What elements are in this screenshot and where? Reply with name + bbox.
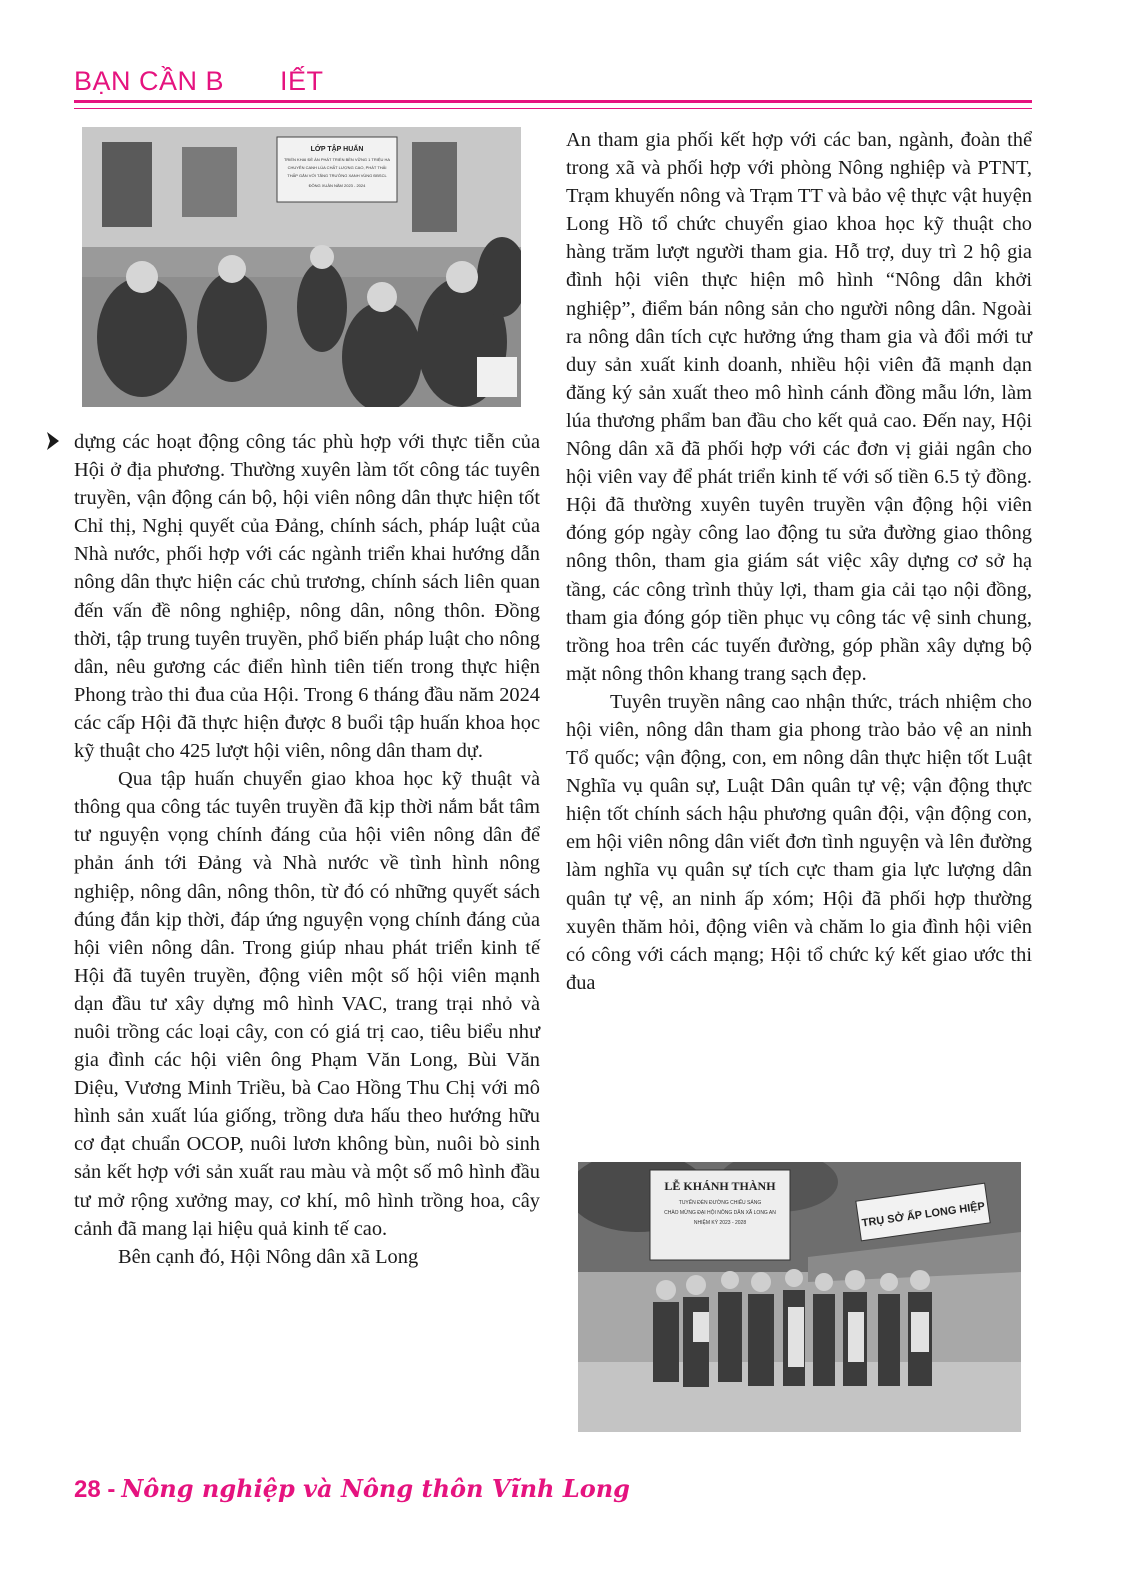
bottom-sign-text: TRỤ SỞ ẤP LONG HIỆP bbox=[861, 1200, 986, 1230]
header-rule-thin bbox=[74, 108, 1032, 109]
top-banner-line-4: ĐÔNG XUÂN NĂM 2023 - 2024 bbox=[308, 183, 366, 188]
section-title: BẠN CẦN B IẾT bbox=[74, 66, 324, 96]
paragraph: Tuyên truyền nâng cao nhận thức, trách nhiệm cho hội viên, nông dân tham gia phong trào bảo vệ an ninh Tổ quốc; vận động, con, em nông dân thực hiện tốt Luật Nghĩa vụ quân sự, Luật Dân quân tự vệ; vận động thực hiện tốt chính sách hậu phương quân đội, vận động con, em hội viên nông dân viết đơn tình nguyện và lên đường làm nghĩa vụ quân sự tích cực tham gia lực lượng dân quân tự vệ, an ninh ấp xóm; Hội đã phối hợp thường xuyên thăm hỏi, động viên và chăm lo gia đình hội viên có công với cách mạng; Hội tổ chức ký kết giao ước thi đua bbox=[566, 690, 1032, 994]
page-number: 28 - bbox=[74, 1476, 116, 1503]
top-banner-line-3: THẤP GẮN VỚI TĂNG TRƯỞNG XANH VÙNG ĐBSCL bbox=[287, 173, 387, 178]
bottom-banner-line-2: NHIỆM KỲ 2023 - 2028 bbox=[693, 1220, 747, 1226]
paragraph: Qua tập huấn chuyển giao khoa học kỹ thuật và thông qua công tác tuyên truyền đã kịp thời nắm bắt tâm tư nguyện vọng chính đáng của hội viên nông dân để phản ánh tới Đảng và Nhà nước về tình hình nông nghiệp, nông dân, nông thôn, từ đó có những quyết sách đúng đắn kịp thời, đáp ứng nguyện vọng chính đáng của hội viên nông dân. Trong giúp nhau phát triển kinh tế Hội đã tuyên truyền, động viên một số hội viên mạnh dạn đầu tư xây dựng mô hình VAC, trang trại nhỏ và nuôi trồng các loại cây, con có giá trị cao, tiêu biểu như gia đình các hội viên ông Phạm Văn Long, Bùi Văn Diệu, Vương Minh Triều, bà Cao Hồng Thu Chị với mô hình sản xuất lúa giống, trồng dưa hấu theo hướng hữu cơ đạt chuẩn OCOP, nuôi lươn không bùn, nuôi bò sinh sản kết hợp với sản xuất rau màu và một số mô hình đầu tư mở rộng xưởng may, cơ khí, mô hình trồng hoa, cây cảnh đã mang lại hiệu quả kinh tế cao. bbox=[74, 768, 540, 1240]
photo-inauguration bbox=[578, 1162, 1021, 1432]
header-rule bbox=[74, 100, 1032, 103]
paragraph-arrow-icon bbox=[44, 430, 62, 452]
bottom-banner-title: LỄ KHÁNH THÀNH bbox=[664, 1179, 776, 1193]
top-banner-line-1: TRIỂN KHAI ĐỀ ÁN PHÁT TRIỂN BỀN VỮNG 1 TRIỆU HA bbox=[283, 157, 391, 162]
top-banner-line-2: CHUYÊN CANH LÚA CHẤT LƯỢNG CAO, PHÁT THẢI bbox=[287, 165, 387, 170]
page-footer bbox=[74, 1474, 630, 1504]
paragraph: An tham gia phối kết hợp với các ban, ngành, đoàn thể trong xã và phối hợp với phòng Nông nghiệp và PTNT, Trạm khuyến nông và Trạm TT và bảo vệ thực vật huyện Long Hồ tổ chức chuyển giao khoa học kỹ thuật cho hàng trăm lượt người tham gia. Hỗ trợ, duy trì 2 hộ gia đình hội viên thực hiện mô hình “Nông dân khởi nghiệp”, điểm bán nông sản cho người nông dân. Ngoài ra nông dân tích cực hưởng ứng tham gia và đổi mới tư duy sản xuất kinh doanh, nhiều hội viên đã mạnh dạn đăng ký sản xuất theo mô hình cánh đồng mẫu lớn, làm lúa thương phẩm ban đầu cho kết quả cao. Đến nay, Hội Nông dân xã đã phối hợp với các đơn vị giải ngân cho hội viên vay để phát triển kinh tế với số tiền 6.5 tỷ đồng. Hội đã thường xuyên tuyên truyền vận động hội viên đóng góp ngày công lao động tu sửa đường giao thông nông thôn, tham gia giám sát việc xây dựng cơ sở hạ tầng, các công trình thủy lợi, tham gia cải tạo nội đồng, tham gia đóng góp tiền phục vụ công tác vệ sinh chung, trồng hoa trên các tuyến đường, góp phần xây dựng bộ mặt nông thôn khang trang sạch đẹp. bbox=[566, 129, 1032, 685]
paragraph: Bên cạnh đó, Hội Nông dân xã Long bbox=[118, 1245, 419, 1268]
article-column-left bbox=[74, 428, 540, 1271]
article-column-right bbox=[566, 126, 1032, 997]
magazine-name: Nông nghiệp và Nông thôn Vĩnh Long bbox=[121, 1474, 630, 1503]
top-banner-line-0: LỚP TẬP HUẤN bbox=[310, 146, 364, 153]
paragraph: dựng các hoạt động công tác phù hợp với thực tiễn của Hội ở địa phương. Thường xuyên làm tốt công tác tuyên truyền, vận động cán bộ, hội viên nông dân thực hiện tốt Chỉ thị, Nghị quyết của Đảng, chính sách, pháp luật của Nhà nước, phối hợp với các ngành triển khai hướng dẫn nông dân thực hiện các chủ trương, chính sách liên quan đến vấn đề nông nghiệp, nông dân, nông thôn. Đồng thời, tập trung tuyên truyền, phổ biến pháp luật cho nông dân, nêu gương các điển hình tiên tiến trong thực hiện Phong trào thi đua của Hội. Trong 6 tháng đầu năm 2024 các cấp Hội đã thực hiện được 8 buổi tập huấn khoa học kỹ thuật cho 425 lượt hội viên, nông dân tham dự. bbox=[74, 431, 540, 763]
bottom-banner-line-1: CHÀO MỪNG ĐẠI HỘI NÔNG DÂN XÃ LONG AN bbox=[664, 1210, 776, 1216]
bottom-banner-line-0: TUYẾN ĐÈN ĐƯỜNG CHIẾU SÁNG bbox=[678, 1200, 762, 1206]
photo-training-class bbox=[82, 127, 521, 407]
